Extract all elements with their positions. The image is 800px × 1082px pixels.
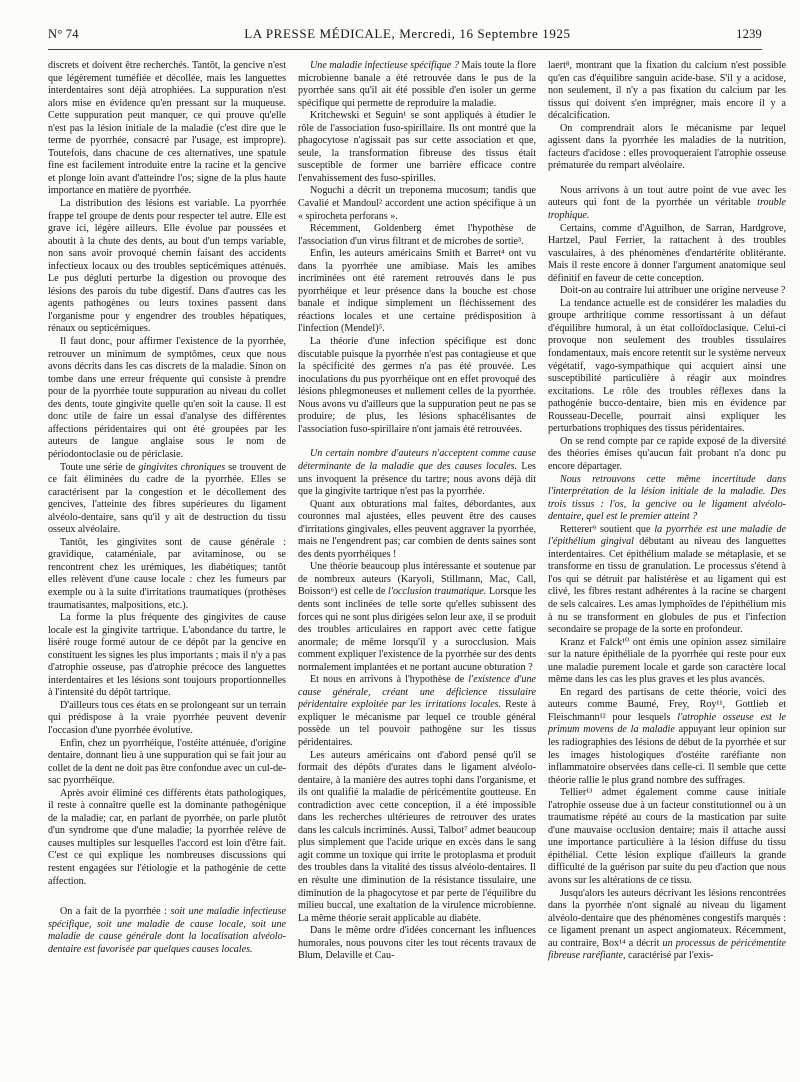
- paragraph: Enfin, les auteurs américains Smith et Barret⁴ ont vu dans la pyorrhée une amibiase. Mais les amibes incriminées ont été rarement retrouvés dans le pus pyorrhéique et leur présence dans la bouche est chose banale et indique simplement un fléchissement des réactions locales et une certaine prédisposition à l'infection (Mendel)⁵.: [298, 248, 536, 335]
- paragraph: Un certain nombre d'auteurs n'acceptent comme cause déterminante de la maladie que des causes locales. Les uns invoquent la présence du tartre; nous avons déjà dit que la gingivite tartrique n'est pas la pyorrhée.: [298, 448, 536, 498]
- paragraph: On se rend compte par ce rapide exposé de la diversité des théories émises qu'aucun fait probant n'a donc pu encore départager.: [548, 435, 786, 472]
- paragraph: Kritchewski et Seguin¹ se sont appliqués à étudier le rôle de l'association fuso-spirillaire. Ils ont montré que la phagocytose n'agissait pas sur cette association et que, seule, la transformation fibreuse des tissus était susceptible de former une barrière efficace contre l'envahissement des fuso-spirilles.: [298, 110, 536, 184]
- paragraph: Enfin, chez un pyorrhéique, l'ostéite atténuée, d'origine dentaire, donnant lieu à une suppuration qui se fait jour au collet de la dent ne doit pas être confondue avec un cul-de-sac pyorrhéique.: [48, 737, 286, 787]
- paragraph: Il faut donc, pour affirmer l'existence de la pyorrhée, retrouver un minimum de symptômes, ceux que nous avons décrits dans les cas discrets de la maladie. Sinon on tombe dans une erreur fréquente qui consiste à prendre pour de la pyorrhée toute suppuration au niveau du collet des dents, toute gingivite quelle qu'en soit la cause. Il est donc utile de faire un essai d'analyse des différentes affections péridentaires qui ont été groupées par les auteurs de langue anglaise sous le nom de périodontoclasie ou de périclasie.: [48, 336, 286, 460]
- paragraph: Nous retrouvons cette même incertitude dans l'interprétation de la lésion initiale de la maladie. Des trois tissus : l'os, la gencive ou le ligament alvéolo-dentaire, quel est le premier atteint ?: [548, 473, 786, 523]
- paragraph: La forme la plus fréquente des gingivites de cause locale est la gingivite tartrique. L'abondance du tartre, le liséré rouge formé autour de ce dépôt par la gencive en constituent les signes les plus importants ; mais il n'y a pas d'atrophie osseuse, pas d'atrophie précoce des languettes interdentaires et les lésions sont toujours proportionnelles à l'intensité du dépôt tartrique.: [48, 612, 286, 699]
- paragraph: Une théorie beaucoup plus intéressante et soutenue par de nombreux auteurs (Karyoli, Stillmann, Mac, Call, Boisson⁶) est celle de l'occlusion traumatique. Lorsque les dents sont inclinées de telle sorte qu'elles subissent des forces qui ne sont plus dirigées selon leur axe, il se produit des troubles articulaires en rapport avec cette fatigue anormale; de même lorsqu'il y a surocclusion. Mais comment expliquer l'existence de la pyorrhée sur des dents normalement implantées et ne portant aucune obturation ?: [298, 561, 536, 673]
- paragraph: Tantôt, les gingivites sont de cause générale : gravidique, cataméniale, par avitaminose, ou se rencontrent chez les urémiques, les diabétiques; tantôt elles relèvent d'une cause locale : chez les fumeurs par exemple ou à la suite d'irritations traumatiques (prothèses traumatisantes, malpositions, etc.).: [48, 536, 286, 611]
- paragraph: Doit-on au contraire lui attribuer une origine nerveuse ?: [560, 285, 786, 297]
- paragraph: Noguchi a décrit un treponema mucosum; tandis que Cavalié et Mandoul² accordent une action spécifique à un « spirocheta perforans ».: [298, 185, 536, 222]
- paragraph: Toute une série de gingivites chroniques se trouvent de ce fait éliminées du cadre de la pyorrhée. Elles se caractérisent par la congestion et le décollement des gencives, l'atteinte des fibres supérieures du ligament alvéolo-dentaire, sans qu'il y ait de destruction du tissu osseux alvéolaire.: [48, 461, 286, 536]
- paragraph: D'ailleurs tous ces états en se prolongeant sur un terrain qui prédispose à la vraie pyorrhée peuvent devenir l'occasion d'une pyorrhée évolutive.: [48, 699, 286, 736]
- issue-number: N° 74: [48, 27, 79, 41]
- paragraph: Jusqu'alors les auteurs décrivant les lésions rencontrées dans la pyorrhée n'ont signalé au niveau du ligament alvéolo-dentaire que des phénomènes congestifs marqués : ce ligament prenant un aspect angiomateux. Récemment, au contraire, Box¹⁴ a décrit un processus de péricémentite fibreuse raréfiante, caractérisé par l'exis-: [548, 887, 786, 962]
- paragraph: Récemment, Goldenberg émet l'hypothèse de l'association d'un virus filtrant et de microbes de sortie³.: [298, 223, 536, 247]
- paragraph: Quant aux obturations mal faites, débordantes, aux couronnes mal ajustées, elles peuvent être des causes d'irritations gingivales, elles peuvent aggraver la pyorrhée, mais ne l'engendrent pas; car combien de dents saines sont des dents pyorrhéiques !: [298, 498, 536, 560]
- paragraph: Tellier¹³ admet également comme cause initiale l'atrophie osseuse due à un facteur constitutionnel ou à un traumatisme répété au cours de la mastication par suite d'une mauvaise occlusion dentaire; mais il attache aussi une importance particulière à la lésion diffuse du tissu épithélial. Cette lésion explique d'ailleurs la grande difficulté de la guérison par suite du peu d'action que nous avons sur les altérations de ce tissu.: [548, 787, 786, 886]
- paragraph: On comprendrait alors le mécanisme par lequel agissent dans la pyorrhée les maladies de la nutrition, facteurs d'acidose : elles provoqueraient l'atrophie osseuse prématurée du rempart alvéolaire.: [548, 122, 786, 172]
- paragraph: Les auteurs américains ont d'abord pensé qu'il se formait des dépôts d'urates dans le ligament alvéolo-dentaire, à la manière des autres tophi dans l'organisme, et ils ont qualifié la maladie de péricémentite goutteuse. En contradiction avec cette conception, il a été impossible dans les recherches ultérieures de retrouver des urates dans les calculs incriminés. Aussi, Talbot⁷ admet beaucoup plus simplement que l'acide urique en excès dans le sang agit comme un toxique qui irrite le protoplasma et produit des troubles dans la vitalité des tissus alvéolo-dentaires. Il en résulte une diminution de la résistance tissulaire, une diminution de la phagocytose et par perte de l'équilibre du milieu buccal, une exaltation de la virulence microbienne. La même théorie serait applicable au diabète.: [298, 749, 536, 924]
- paragraph: On a fait de la pyorrhée : soit une maladie infectieuse spécifique, soit une maladie de cause locale, soit une maladie de cause générale dont la localisation alvéolo-dentaire est favorisée par quelques causes locales.: [48, 906, 286, 955]
- text-column-1: [48, 60, 286, 1070]
- journal-title: LA PRESSE MÉDICALE, Mercredi, 16 Septembre 1925: [244, 26, 571, 41]
- paragraph: Kranz et Falck¹⁰ ont émis une opinion assez similaire sur la nature épithéliale de la pyorrhée qui reste pour eux une maladie purement locale et garde son caractère local même dans les cas les plus graves et les plus avancés.: [548, 636, 786, 686]
- header-rule: [48, 49, 762, 50]
- paragraph: Après avoir éliminé ces différents états pathologiques, il reste à connaître quelle est la dominante pathogénique de la maladie; car, en parlant de pyorrhée, on parle plutôt d'un syndrome que d'une maladie; la pyorrhée relève de causes multiples sur lesquelles l'accord est loin d'être fait. C'est ce qui explique les nombreuses discussions qui restent engagées sur l'étiologie et la pathogénie de cette affection.: [48, 787, 286, 887]
- text-column-2: [298, 60, 536, 1070]
- paragraph: Retterer⁹ soutient que la pyorrhée est une maladie de l'épithélium gingival débutant au niveau des languettes interdentaires. Cet épithélium malade se métaplasie, et se transforme en tissu de granulation. Le processus s'étend à l'os qui se détruit par halistérèse et au ligament qui est clivé, les fibres restant adhérentes à la racine se chargent de sels calcaires. Les amas lymphoïdes de l'épithélium mis à nu se transforment en globules de pus et l'infection secondaire se propage de la sorte en profondeur.: [548, 523, 786, 636]
- paragraph: Une maladie infectieuse spécifique ? Mais toute la flore microbienne banale a été retrouvée dans le pus de la pyorrhée sans qu'il ait été possible d'en isoler un germe spécifique qui permette de reproduire la maladie.: [298, 60, 536, 109]
- paragraph: La théorie d'une infection spécifique est donc discutable puisque la pyorrhée n'est pas contagieuse et que la spécificité des germes n'a pas été prouvée. Les inoculations du pus pyorrhéique ont en effet provoqué des lésions phlegmoneuses et nullement celles de la pyorrhée. Nous avons vu d'ailleurs que la suppuration peut ne pas se produire; de plus, les lésions sphacélisantes de l'association fuso-spirillaire n'ont jamais été retrouvées.: [298, 336, 536, 435]
- paragraph: La tendance actuelle est de considérer les maladies du groupe arthritique comme ressortissant à un défaut d'équilibre humoral, à un état colloïdoclasique. Celui-ci provoque non seulement des troubles tissulaires fondamentaux, mais encore retentit sur le système nerveux végétatif, vago-sympathique qui acquiert ainsi une susceptibilité particulière à réagir aux moindres excitations. Le rôle des troubles réflexes dans la pathogénie bucco-dentaire, bien mis en évidence par Rousseau-Decelle, pourrait ainsi expliquer les perturbations trophiques des tissus péridentaires.: [548, 297, 786, 435]
- paragraph: En regard des partisans de cette théorie, voici des auteurs comme Baumé, Frey, Roy¹¹, Gottlieb et Fleischmann¹² pour lesquels l'atrophie osseuse est le primum movens de la maladie appuyant leur opinion sur les radiographies des lésions de début de la pyorrhée et sur les images histologiques d'ostéite raréfiante non inflammatoire observées dans celle-ci. Il semble que cette théorie rallie le plus grand nombre des suffrages.: [548, 686, 786, 786]
- paragraph: Et nous en arrivons à l'hypothèse de l'existence d'une cause générale, créant une déficience tissulaire péridentaire exploitée par les irritations locales. Reste à expliquer le mécanisme par lequel ce trouble général possède un tel pouvoir pathogène sur les tissus péridentaires.: [298, 674, 536, 748]
- paragraph: Dans le même ordre d'idées concernant les influences humorales, nous pouvons citer les tout récents travaux de Blum, Delaville et Cau-: [298, 925, 536, 962]
- page-header: [48, 26, 762, 46]
- paragraph: laert⁸, montrant que la fixation du calcium n'est possible qu'en cas d'équilibre sanguin acide-base. S'il y a acidose, non seulement, il n'y a pas fixation du calcium par les tissus qui doivent s'en imprégner, mais encore il y a décalcification.: [548, 60, 786, 122]
- paragraph: Certains, comme d'Aguilhon, de Sarran, Hardgrove, Hartzel, Paul Ferrier, la rattachent à des troubles vasculaires, à des phénomènes d'endartérite oblitérante. Mais il reste encore à donner l'argument anatomique seul définitif en faveur de cette conception.: [548, 222, 786, 284]
- text-column-3: [548, 60, 786, 1070]
- page-number: 1239: [736, 27, 762, 41]
- paragraph: Nous arrivons à un tout autre point de vue avec les auteurs qui font de la pyorrhée un véritable trouble trophique.: [548, 184, 786, 222]
- paragraph: discrets et doivent être recherchés. Tantôt, la gencive n'est que légèrement tuméfiée et décollée, mais les languettes interdentaires sont déjà atrophiées. La suppuration n'est alors mise en évidence qu'en pressant sur la muqueuse. Cette suppuration peut manquer, ce qui prouve qu'elle n'est pas la lésion initiale de la maladie (c'est dire que le terme de pyorrhée, consacré par l'usage, est impropre). Toutefois, dans chacune de ces alternatives, une spatule fine est facilement introduite entre la racine et la gencive et plonge loin avant d'atteindre l'os; signe de la plus haute importance en matière de pyorrhée.: [48, 60, 286, 197]
- paragraph: La distribution des lésions est variable. La pyorrhée frappe tel groupe de dents pour respecter tel autre. Elle est grave ici, légère ailleurs. Elle évolue par poussées et aboutit à la chute des dents, au bout d'un temps variable, non sans avoir provoqué chemin faisant des accidents infectieux locaux ou des troubles septicémiques atténués. Le pus dégluti perturbe la digestion ou provoque des lésions des parois du tube digestif. Dans d'autres cas les agents pathogènes ou leurs toxines passent dans l'organisme pour y engendrer des troubles hépatiques, rénaux ou septicémiques.: [48, 198, 286, 335]
